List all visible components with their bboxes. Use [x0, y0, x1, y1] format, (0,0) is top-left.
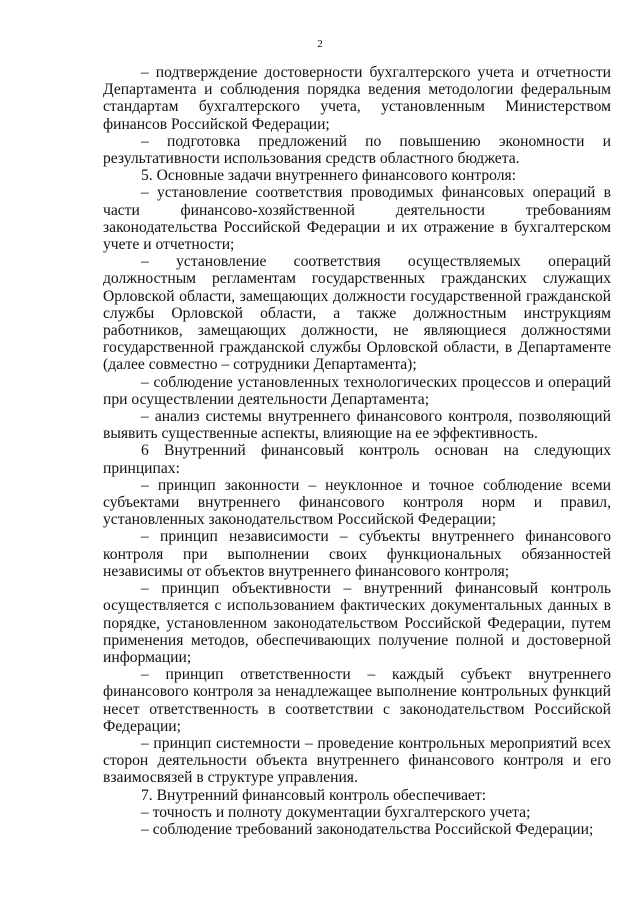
section-5-heading: 5. Основные задачи внутреннего финансового контроля:	[141, 167, 517, 185]
principle-objectivity: – принцип объективности – внутренний финансовый контроль осуществляется с использованием фактических документальных данных в порядке, установленном законодательством Российской Федерации, путем применения методов, обеспечивающих получение полной и достоверной информации;	[103, 580, 611, 666]
paragraph-job-regulations: – установление соответствия осуществляемых операций должностным регламентам государственных гражданских служащих Орловской области, замещающих должности государственной гражданской службы Орловской области, а также должностным инструкциям работников, замещающих должности, не являющиеся должностями государственной гражданской службы Орловской области, в Департаменте (далее совместно – сотрудники Департамента);	[103, 253, 611, 374]
paragraph-reporting-reliability: – подтверждение достоверности бухгалтерского учета и отчетности Департамента и соблюдения порядка ведения методологии федеральным стандартам бухгалтерского учета, установленным Министерством финансов Российской Федерации;	[103, 64, 611, 133]
paragraph-operations-compliance: – установление соответствия проводимых финансовых операций в части финансово-хозяйственной деятельности требованиям законодательства Российской Федерации и их отражение в бухгалтерском учете и отчетности;	[103, 184, 611, 254]
document-body	[103, 64, 611, 838]
paragraph-legal-compliance: – соблюдение требований законодательства Российской Федерации;	[141, 820, 594, 838]
principle-systematic: – принцип системности – проведение контрольных мероприятий всех сторон деятельности объекта внутреннего финансового контроля и его взаимосвязей в структуре управления.	[103, 734, 611, 787]
principle-legality: – принцип законности – неуклонное и точное соблюдение всеми субъектами внутреннего финансового контроля норм и правил, установленных законодательством Российской Федерации;	[103, 476, 611, 529]
paragraph-economy-proposals: – подготовка предложений по повышению экономности и результативности использования средств областного бюджета.	[103, 132, 611, 168]
principle-responsibility: – принцип ответственности – каждый субъект внутреннего финансового контроля за ненадлежащее выполнение контрольных функций несет ответственность в соответствии с законодательством Российской Федерации;	[103, 666, 611, 735]
section-6-heading: 6 Внутренний финансовый контроль основан на следующих принципах:	[103, 442, 611, 477]
principle-independence: – принцип независимости – субъекты внутреннего финансового контроля при выполнении своих функциональных обязанностей независимы от объектов внутреннего финансового контроля;	[103, 528, 611, 580]
paragraph-documentation-accuracy: – точность и полноту документации бухгалтерского учета;	[141, 803, 531, 821]
paragraph-technological-processes: – соблюдение установленных технологических процессов и операций при осуществлении деятельности Департамента;	[103, 373, 611, 408]
paragraph-control-analysis: – анализ системы внутреннего финансового контроля, позволяющий выявить существенные аспекты, влияющие на ее эффективность.	[103, 408, 611, 443]
page-number: 2	[317, 38, 323, 50]
section-7-heading: 7. Внутренний финансовый контроль обеспечивает:	[141, 786, 487, 804]
